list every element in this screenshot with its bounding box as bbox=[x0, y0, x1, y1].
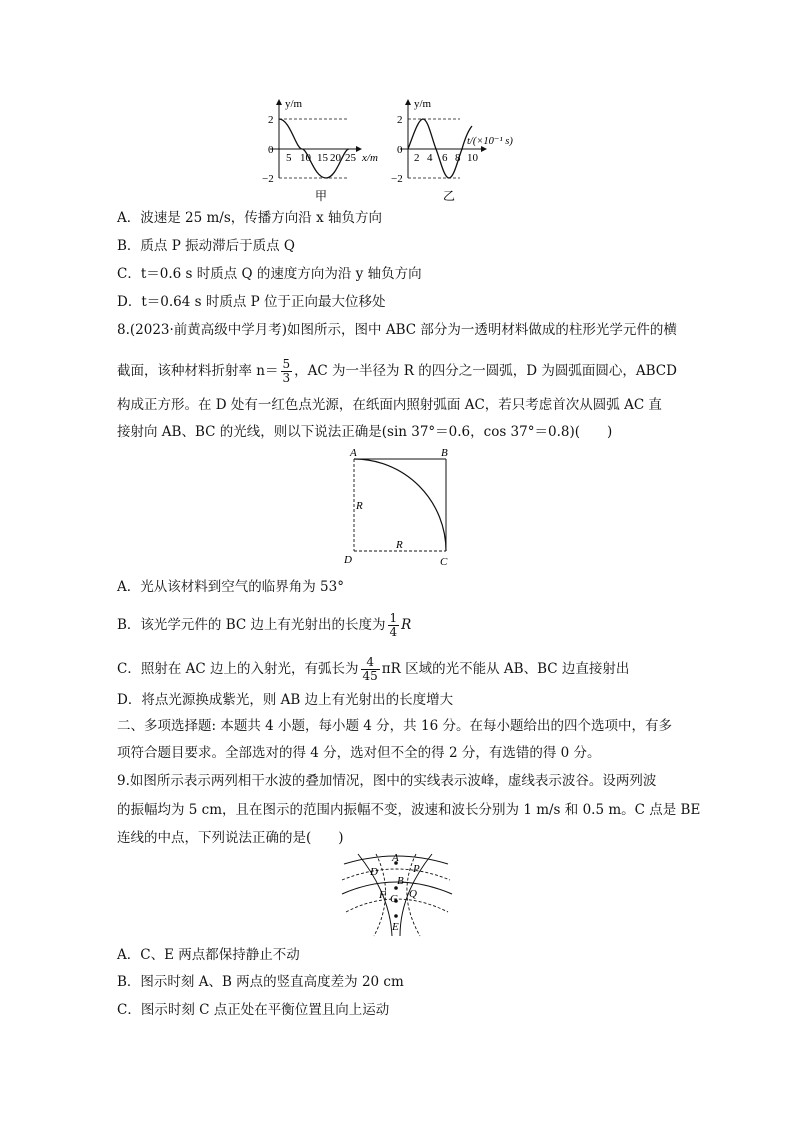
point-b-label: B bbox=[441, 447, 448, 459]
graph-jia-xtick-10: 10 bbox=[300, 152, 311, 164]
frac-num: 5 bbox=[282, 357, 291, 371]
q8-option-b bbox=[117, 612, 411, 639]
frac-den: 45 bbox=[362, 669, 378, 683]
graph-yi-y2: 2 bbox=[397, 114, 403, 126]
graph-jia-xlabel: x/m bbox=[362, 152, 378, 164]
optical-element-figure bbox=[0, 445, 794, 575]
q8-option-c bbox=[117, 656, 629, 683]
point-d-label: D bbox=[344, 554, 352, 566]
point-a-label: A bbox=[350, 447, 357, 459]
q7-option-c: C．t＝0.6 s 时质点 Q 的速度方向为沿 y 轴负方向 bbox=[117, 266, 422, 282]
point-f-label: F bbox=[379, 889, 386, 901]
graph-jia-xtick-5: 5 bbox=[286, 152, 292, 164]
graph-jia-xtick-15: 15 bbox=[317, 152, 328, 164]
point-q-label: Q bbox=[409, 888, 417, 900]
graph-jia-ym2: −2 bbox=[262, 173, 274, 185]
graph-yi-y0: 0 bbox=[397, 144, 403, 156]
point-c-label: C bbox=[440, 556, 448, 568]
section2-line1: 二、多项选择题: 本题共 4 小题，每小题 4 分，共 16 分。在每小题给出的四个选项中，有多 bbox=[117, 718, 672, 734]
q7-option-d: D．t＝0.64 s 时质点 P 位于正向最大位移处 bbox=[117, 294, 386, 310]
point-a-label: A bbox=[392, 852, 399, 864]
arc-ac bbox=[354, 459, 446, 551]
graph-jia bbox=[262, 98, 378, 203]
q8-stem-line4: 接射向 AB、BC 的光线，则以下说法正确是(sin 37°＝0.6，cos 37°＝0.8)( ) bbox=[117, 424, 613, 440]
graph-jia-xtick-25: 25 bbox=[345, 152, 356, 164]
q8-option-a: A．光从该材料到空气的临界角为 53° bbox=[117, 579, 344, 595]
graph-yi-xtick-8: 8 bbox=[455, 152, 461, 164]
graph-yi-xtick-10: 10 bbox=[467, 152, 478, 164]
graph-jia-xtick-20: 20 bbox=[330, 152, 341, 164]
q8-option-c-post: πR 区域的光不能从 AB、BC 边直接射出 bbox=[381, 661, 630, 677]
q8-option-c-pre: C．照射在 AC 边上的入射光，有弧长为 bbox=[117, 661, 359, 677]
side-r-label: R bbox=[356, 500, 363, 512]
q8-stem-line1: 8.(2023·前黄高级中学月考)如图所示，图中 ABC 部分为一透明材料做成的柱形光学元件的横 bbox=[117, 322, 677, 338]
point-b-label: B bbox=[397, 875, 404, 887]
q7-option-b: B．质点 P 振动滞后于质点 Q bbox=[117, 238, 295, 254]
graph-jia-y2: 2 bbox=[268, 114, 274, 126]
q8-option-b-post: R bbox=[401, 617, 412, 633]
q8-stem-line2-pre: 截面，该种材料折射率 n＝ bbox=[117, 363, 279, 379]
graph-yi-ylabel: y/m bbox=[414, 98, 432, 110]
q9-stem-line1: 9.如图所示表示两列相干水波的叠加情况，图中的实线表示波峰，虚线表示波谷。设两列波 bbox=[117, 773, 657, 789]
graph-yi-xtick-6: 6 bbox=[442, 152, 448, 164]
point-e-label: E bbox=[392, 921, 399, 933]
q8-option-d: D．将点光源换成紫光，则 AB 边上有光射出的长度增大 bbox=[117, 692, 454, 708]
q8-stem-line2 bbox=[117, 358, 677, 385]
q9-option-c: C．图示时刻 C 点正处在平衡位置且向上运动 bbox=[117, 1002, 390, 1018]
frac-den: 3 bbox=[282, 371, 291, 385]
wave-graphs-figure bbox=[0, 0, 794, 210]
graph-yi-xtick-2: 2 bbox=[414, 152, 420, 164]
point-p-label: P bbox=[413, 863, 420, 875]
frac-num: 1 bbox=[389, 611, 398, 625]
q9-stem-line3: 连线的中点，下列说法正确的是( ) bbox=[117, 830, 344, 846]
q8-stem-line3: 构成正方形。在 D 处有一红色点光源，在纸面内照射弧面 AC，若只考虑首次从圆弧 AC 直 bbox=[117, 397, 662, 413]
graph-yi bbox=[391, 98, 513, 203]
q9-stem-line2: 的振幅均为 5 cm，且在图示的范围内振幅不变，波速和波长分别为 1 m/s 和 0.5 m。C 点是 BE bbox=[117, 802, 701, 818]
graph-yi-xtick-4: 4 bbox=[427, 152, 433, 164]
graph-yi-ym2: −2 bbox=[391, 173, 403, 185]
frac-num: 4 bbox=[361, 656, 380, 670]
bottom-r-label: R bbox=[396, 539, 403, 551]
q8-stem-line2-post: ，AC 为一半径为 R 的四分之一圆弧，D 为圆弧面圆心，ABCD bbox=[294, 363, 677, 379]
graph-jia-ylabel: y/m bbox=[285, 98, 303, 110]
arc-length-fraction bbox=[361, 656, 380, 683]
point-d-label: D bbox=[370, 866, 378, 878]
q9-option-b: B．图示时刻 A、B 两点的竖直高度差为 20 cm bbox=[117, 974, 404, 990]
frac-den: 4 bbox=[389, 625, 398, 639]
graph-jia-caption: 甲 bbox=[315, 189, 328, 203]
section2-line2: 项符合题目要求。全部选对的得 4 分，选对但不全的得 2 分，有选错的得 0 分。 bbox=[117, 745, 601, 761]
length-fraction bbox=[388, 612, 400, 639]
q9-option-a: A．C、E 两点都保持静止不动 bbox=[117, 947, 300, 963]
graph-yi-xlabel: t/(×10⁻¹ s) bbox=[467, 136, 513, 147]
graph-jia-y0: 0 bbox=[268, 144, 274, 156]
graph-yi-caption: 乙 bbox=[443, 189, 456, 203]
q7-option-a: A．波速是 25 m/s，传播方向沿 x 轴负方向 bbox=[117, 210, 382, 226]
refractive-index-fraction bbox=[281, 358, 293, 385]
wave-interference-figure bbox=[0, 850, 794, 940]
q8-option-b-pre: B．该光学元件的 BC 边上有光射出的长度为 bbox=[117, 617, 386, 633]
point-c-label: C bbox=[390, 893, 398, 905]
